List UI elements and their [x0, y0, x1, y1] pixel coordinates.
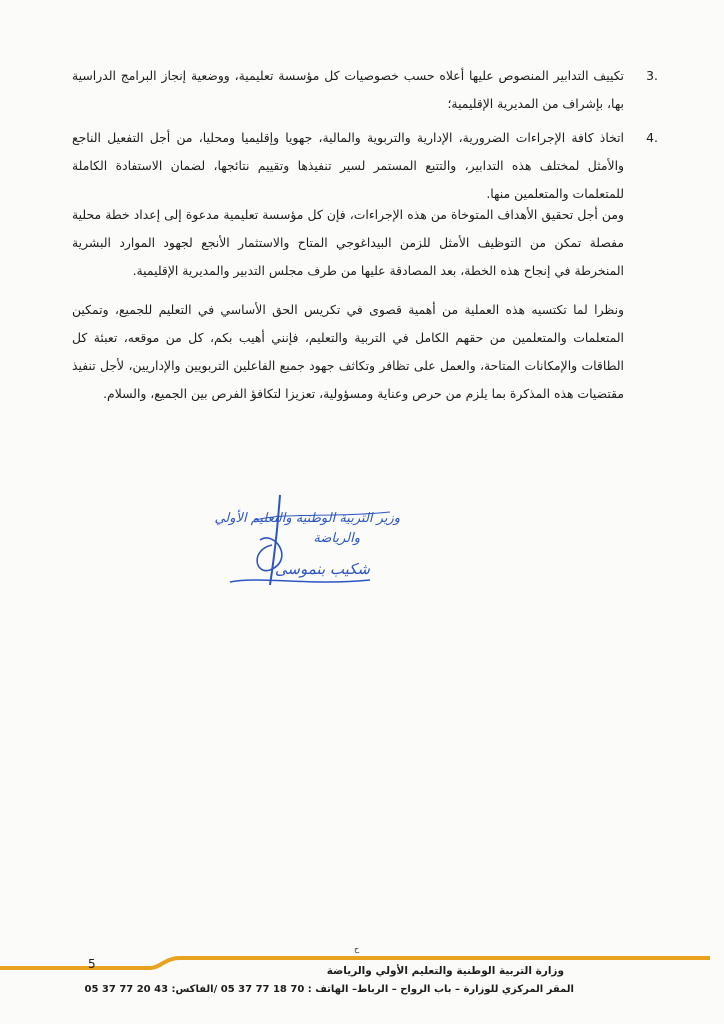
list-item-number: 4. [646, 130, 658, 145]
measures-list [72, 62, 658, 214]
signature-title-cont: والرياضة [313, 531, 360, 546]
list-item [72, 124, 658, 208]
body-paragraph: ومن أجل تحقيق الأهداف المتوخاة من هذه الإجراءات، فإن كل مؤسسة تعليمية مدعوة إلى إعداد خطة محلية مفصلة تمكن من التوظيف الأمثل للزمن البيداغوجي المتاح والاستثمار الأنجع لجهود الموارد البشرية المنخرطة في إنجاح هذه الخطة، بعد المصادقة عليها من طرف مجلس التدبير والمديرية الإقليمية. [72, 207, 624, 278]
list-item [72, 62, 658, 118]
list-item-text: اتخاذ كافة الإجراءات الضرورية، الإدارية والتربوية والمالية، جهويا وإقليميا ومحليا، من أجل التفعيل الناجع والأمثل لمختلف هذه التدابير، والتتبع المستمر لسير تنفيذها وتقييم نتائجها، لضمان الاستفادة الكاملة للمتعلمات والمتعلمين منها. [72, 130, 624, 201]
body-paragraph: ونظرا لما تكتسيه هذه العملية من أهمية قصوى في تكريس الحق الأساسي في التعليم للجميع، وتمكين المتعلمات والمتعلمين من حقهم الكامل في التربية والتعليم، فإنني أهيب بكم، كل من موقعه، تعبئة كل الطاقات والإمكانات المتاحة، والعمل على تظافر وتكاثف جهود جميع الفاعلين التربويين والإداريين، لأجل تنفيذ مقتضيات هذه المذكرة بما يلزم من حرص وعناية ومسؤولية، تعزيزا لتكافؤ الفرص بين الجميع، والسلام. [72, 302, 624, 401]
signature-block [200, 490, 400, 600]
signature-title: وزير التربية الوطنية والتعليم الأولي [214, 511, 400, 526]
footer-stamp: ح [354, 944, 360, 953]
footer-address: المقر المركزي للوزارة – باب الرواح – الرباط– الهاتف : 70 18 77 37 05 /الفاكس: 43 20 77 37 05 [84, 984, 574, 995]
page-number: 5 [88, 957, 96, 971]
footer-ministry-name: وزارة التربية الوطنية والتعليم الأولي والرياضة [326, 965, 564, 977]
list-item-text: تكييف التدابير المنصوص عليها أعلاه حسب خصوصيات كل مؤسسة تعليمية، ووضعية إنجاز البرامج الدراسية بها، بإشراف من المديرية الإقليمية؛ [72, 68, 624, 111]
handwritten-signature-strokes [200, 490, 400, 600]
list-item-number: 3. [646, 68, 658, 83]
signature-name: شكيب بنموسى [274, 560, 370, 578]
